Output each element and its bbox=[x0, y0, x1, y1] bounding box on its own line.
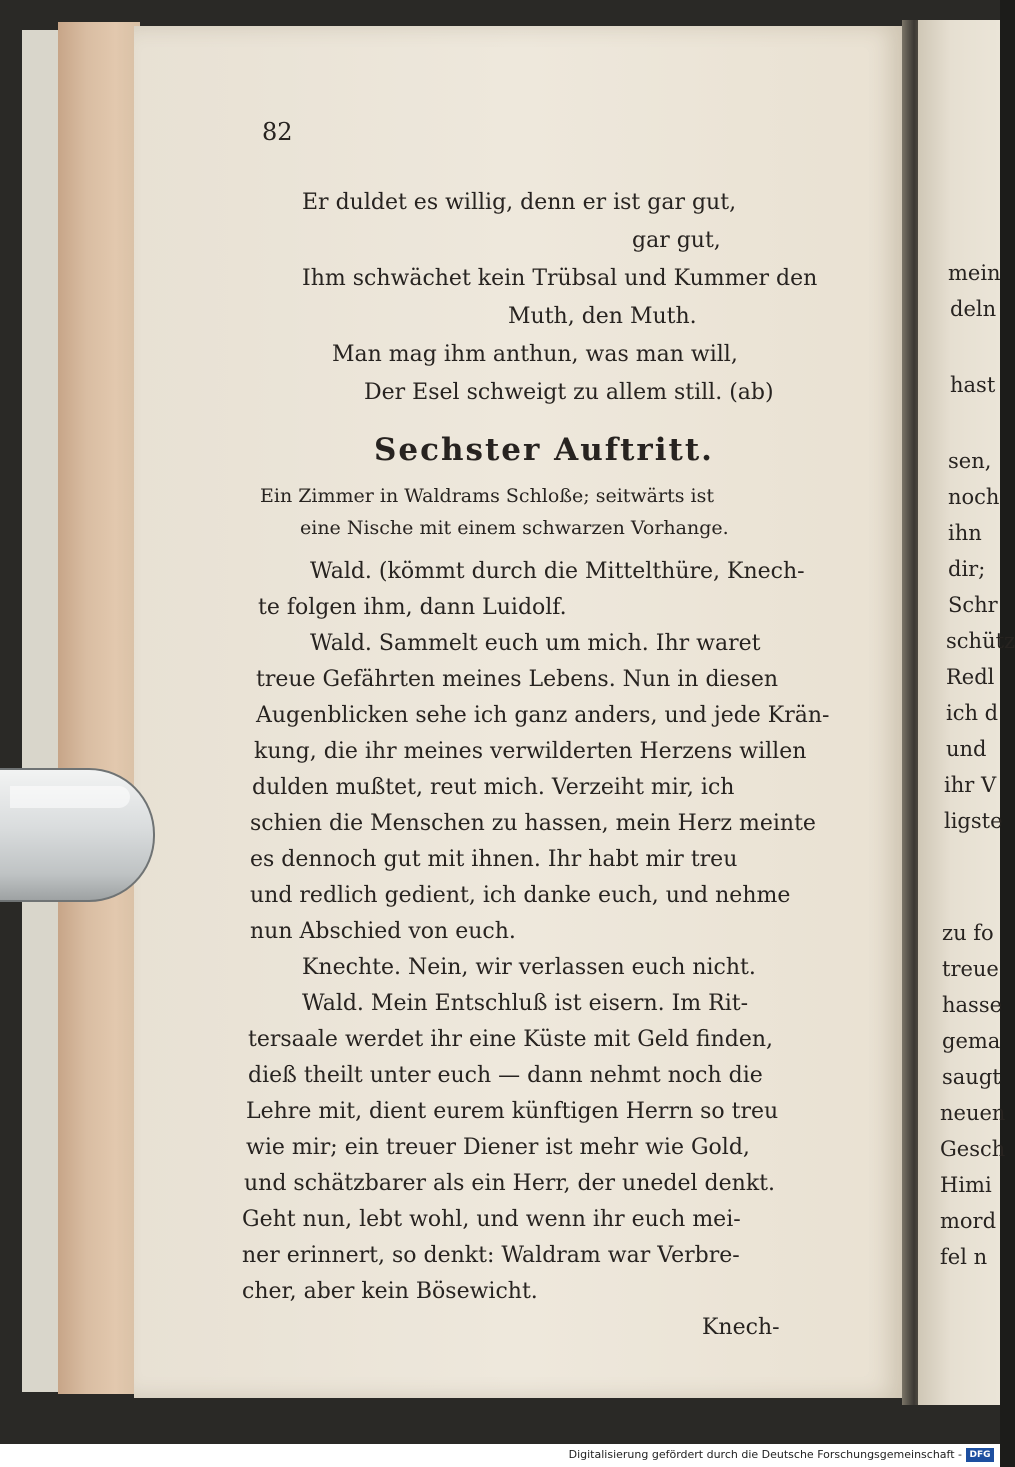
next-page-fragment-text: ihr V bbox=[944, 773, 997, 797]
verse-line: Ihm schwächet kein Trübsal und Kummer den bbox=[302, 266, 818, 291]
dialogue-line: Geht nun, lebt wohl, und wenn ihr euch mei- bbox=[242, 1207, 741, 1232]
dialogue-line: schien die Menschen zu hassen, mein Herz meinte bbox=[250, 811, 816, 836]
next-page-fragment-text: Schr bbox=[948, 593, 998, 617]
next-page-fragment-text: ihn bbox=[948, 521, 982, 545]
verse-line: gar gut, bbox=[632, 228, 721, 253]
dialogue-line: und redlich gedient, ich danke euch, und nehme bbox=[250, 883, 791, 908]
next-page-fragment-text: Redl bbox=[946, 665, 995, 689]
footer-bar bbox=[0, 1444, 1000, 1467]
dialogue-line: wie mir; ein treuer Diener ist mehr wie Gold, bbox=[246, 1135, 750, 1160]
verse-line: Muth, den Muth. bbox=[508, 304, 697, 329]
dialogue-line: ner erinnert, so denkt: Waldram war Verbre- bbox=[242, 1243, 740, 1268]
dialogue-line: dieß theilt unter euch — dann nehmt noch die bbox=[248, 1063, 763, 1088]
dialogue-line: cher, aber kein Bösewicht. bbox=[242, 1279, 538, 1304]
next-page-fragment-text: hast bbox=[950, 373, 996, 397]
verse-line: Man mag ihm anthun, was man will, bbox=[332, 342, 738, 367]
next-page-fragment-text: sen, bbox=[948, 449, 992, 473]
dialogue-line: Augenblicken sehe ich ganz anders, und jede Krän- bbox=[256, 703, 830, 728]
scene-heading: Sechster Auftritt. bbox=[374, 432, 714, 468]
dialogue-line: es dennoch gut mit ihnen. Ihr habt mir treu bbox=[250, 847, 738, 872]
dialogue-line: Wald. Sammelt euch um mich. Ihr waret bbox=[310, 631, 761, 656]
page-number: 82 bbox=[262, 118, 293, 146]
next-page-fragment-text: neuen bbox=[940, 1101, 1006, 1125]
dialogue-line: Wald. Mein Entschluß ist eisern. Im Rit- bbox=[302, 991, 749, 1016]
verse-line: Er duldet es willig, denn er ist gar gut, bbox=[302, 190, 737, 215]
next-page-fragment-text: gema bbox=[942, 1029, 1001, 1053]
next-page-fragment-text: Himi bbox=[940, 1173, 992, 1197]
next-page-fragment-text: noch bbox=[948, 485, 1000, 509]
next-page-fragment-text: treue bbox=[942, 957, 999, 981]
next-page-fragment-text: dir; bbox=[948, 557, 986, 581]
next-page-fragment-text: ligste bbox=[944, 809, 1003, 833]
dialogue-line: dulden mußtet, reut mich. Verzeiht mir, ich bbox=[252, 775, 735, 800]
page-edges bbox=[58, 22, 140, 1394]
next-page-fragment-text: ich d bbox=[946, 701, 999, 725]
next-page-fragment-text: mein bbox=[948, 261, 1001, 285]
dialogue-line: Lehre mit, dient eurem künftigen Herrn so treu bbox=[246, 1099, 779, 1124]
next-page-fragment-text: mord bbox=[940, 1209, 997, 1233]
catchword: Knech- bbox=[702, 1315, 780, 1340]
next-page-fragment-text: deln bbox=[950, 297, 997, 321]
next-page-fragment-text: hasse bbox=[942, 993, 1003, 1017]
dialogue-line: Knechte. Nein, wir verlassen euch nicht. bbox=[302, 955, 756, 980]
next-page-fragment-text: Gesch bbox=[940, 1137, 1006, 1161]
book-page bbox=[134, 26, 904, 1398]
next-page-fragment-text: zu fo bbox=[942, 921, 994, 945]
dfg-logo-icon: DFG bbox=[966, 1448, 994, 1462]
next-page-fragment-text: schütz bbox=[946, 629, 1015, 653]
stage-direction-line: eine Nische mit einem schwarzen Vorhange. bbox=[300, 517, 729, 539]
dialogue-line: kung, die ihr meines verwilderten Herzens willen bbox=[254, 739, 807, 764]
next-page-fragment-text: saugt bbox=[942, 1065, 1001, 1089]
dialogue-line: Wald. (kömmt durch die Mittelthüre, Knech- bbox=[310, 559, 805, 584]
footer-credit: Digitalisierung gefördert durch die Deutsche Forschungsgemeinschaft - bbox=[568, 1448, 962, 1461]
page-clip bbox=[0, 768, 155, 902]
dialogue-line: te folgen ihm, dann Luidolf. bbox=[258, 595, 567, 620]
dialogue-line: treue Gefährten meines Lebens. Nun in diesen bbox=[256, 667, 779, 692]
stage-direction-line: Ein Zimmer in Waldrams Schloße; seitwärts ist bbox=[260, 485, 714, 507]
next-page-fragment-text: und bbox=[946, 737, 987, 761]
verse-line: Der Esel schweigt zu allem still. (ab) bbox=[364, 380, 774, 405]
dialogue-line: und schätzbarer als ein Herr, der unedel denkt. bbox=[244, 1171, 775, 1196]
dialogue-line: nun Abschied von euch. bbox=[250, 919, 516, 944]
next-page-fragment-text: fel n bbox=[940, 1245, 988, 1269]
next-page-fragment bbox=[918, 20, 1015, 1405]
dialogue-line: tersaale werdet ihr eine Küste mit Geld finden, bbox=[248, 1027, 774, 1052]
